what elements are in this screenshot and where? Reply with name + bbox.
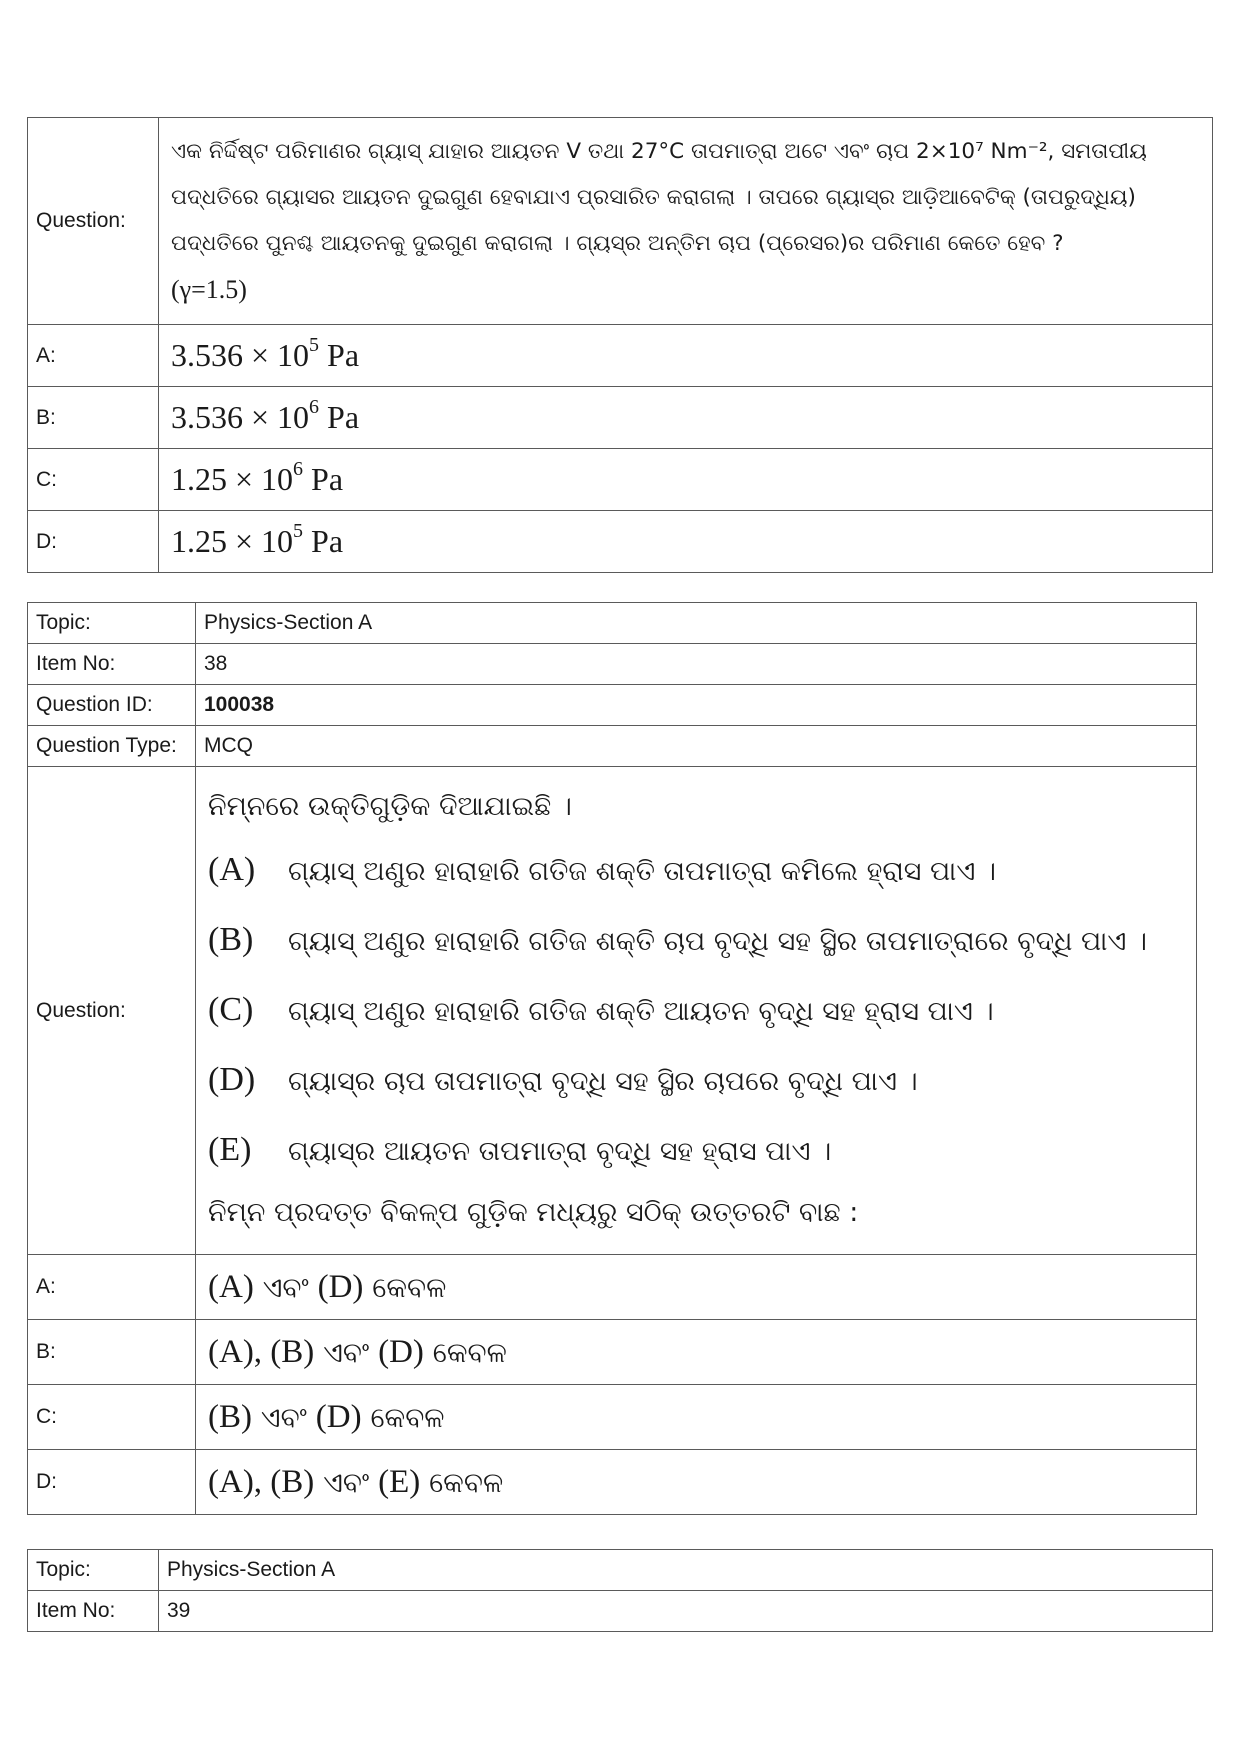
question-line: ପଦ୍ଧତିରେ ଗ୍ୟାସର ଆୟତନ ଦୁଇଗୁଣ ହେବାଯାଏ ପ୍ରସାରିତ କରାଗଲା । ତାପରେ ଗ୍ୟାସ୍ର ଆଡ଼ିଆବେଟିକ୍ (ତାପରୁଦ୍ଧିୟ) bbox=[171, 185, 1136, 210]
option-label: D: bbox=[28, 1450, 196, 1515]
gamma-value: (γ=1.5) bbox=[171, 275, 247, 304]
option-row[interactable] bbox=[28, 1320, 1197, 1385]
meta-row bbox=[28, 1591, 1213, 1632]
option-row[interactable] bbox=[28, 325, 1213, 387]
option-row[interactable] bbox=[28, 449, 1213, 511]
question-label: Question: bbox=[28, 767, 196, 1255]
question-lead: ନିମ୍ନରେ ଉକ୍ତିଗୁଡ଼ିକ ଦିଆଯାଇଛି । bbox=[208, 790, 572, 822]
item-no-value: 38 bbox=[196, 644, 1197, 685]
question-closing: ନିମ୍ନ ପ୍ରଦତ୍ତ ବିକଳ୍ପ ଗୁଡ଼ିକ ମଧ୍ୟରୁ ସଠିକ୍ ଉତ୍ତରଟି ବାଛ : bbox=[208, 1196, 859, 1228]
question-type-label: Question Type: bbox=[28, 726, 196, 767]
meta-row bbox=[28, 726, 1197, 767]
meta-row bbox=[28, 685, 1197, 726]
option-label: C: bbox=[28, 449, 159, 511]
item-no-value: 39 bbox=[159, 1591, 1213, 1632]
option-row[interactable] bbox=[28, 511, 1213, 573]
option-row[interactable] bbox=[28, 387, 1213, 449]
option-value: (A), (B) ଏବଂ (E) କେବଳ bbox=[196, 1450, 1197, 1515]
item-no-label: Item No: bbox=[28, 644, 196, 685]
question-row bbox=[28, 767, 1197, 1255]
option-value: $3.536 \times 10^6$ Pa bbox=[159, 387, 1213, 449]
topic-value: Physics-Section A bbox=[159, 1550, 1213, 1591]
question-line: ପଦ୍ଧତିରେ ପୁନଶ୍ଚ ଆୟତନକୁ ଦୁଇଗୁଣ କରାଗଲା । ଗ୍ୟସ୍ର ଅନ୍ତିମ ଚାପ (ପ୍ରେସର)ର ପରିମାଣ କେତେ ହେବ ? bbox=[171, 231, 1064, 256]
option-row[interactable] bbox=[28, 1385, 1197, 1450]
question-id-label: Question ID: bbox=[28, 685, 196, 726]
option-value: (B) ଏବଂ (D) କେବଳ bbox=[196, 1385, 1197, 1450]
statement: (E) ଗ୍ୟାସ୍ର ଆୟତନ ତାପମାତ୍ରା ବୃଦ୍ଧି ସହ ହ୍ରାସ ପାଏ । bbox=[208, 1130, 832, 1168]
option-value: (A) ଏବଂ (D) କେବଳ bbox=[196, 1255, 1197, 1320]
option-value: $1.25 \times 10^5$ Pa bbox=[159, 511, 1213, 573]
statement: (B) ଗ୍ୟାସ୍ ଅଣୁର ହାରାହାରି ଗତିଜ ଶକ୍ତି ଚାପ ବୃଦ୍ଧି ସହ ସ୍ଥିର ତାପମାତ୍ରାରେ ବୃଦ୍ଧି ପାଏ । bbox=[208, 920, 1148, 958]
question-block-39 bbox=[27, 1549, 1213, 1632]
statement: (A) ଗ୍ୟାସ୍ ଅଣୁର ହାରାହାରି ଗତିଜ ଶକ୍ତି ତାପମାତ୍ରା କମିଲେ ହ୍ରାସ ପାଏ । bbox=[208, 850, 997, 888]
topic-value: Physics-Section A bbox=[196, 603, 1197, 644]
question-block-38 bbox=[27, 602, 1197, 1515]
question-row bbox=[28, 118, 1213, 325]
meta-row bbox=[28, 644, 1197, 685]
statement: (D) ଗ୍ୟାସ୍ର ଚାପ ତାପମାତ୍ରା ବୃଦ୍ଧି ସହ ସ୍ଥିର ଚାପରେ ବୃଦ୍ଧି ପାଏ । bbox=[208, 1060, 918, 1098]
option-label: A: bbox=[28, 325, 159, 387]
statement: (C) ଗ୍ୟାସ୍ ଅଣୁର ହାରାହାରି ଗତିଜ ଶକ୍ତି ଆୟତନ ବୃଦ୍ଧି ସହ ହ୍ରାସ ପାଏ । bbox=[208, 990, 994, 1028]
item-no-label: Item No: bbox=[28, 1591, 159, 1632]
meta-row bbox=[28, 1550, 1213, 1591]
option-value: $1.25 \times 10^6$ Pa bbox=[159, 449, 1213, 511]
question-block-37 bbox=[27, 117, 1213, 573]
option-label: C: bbox=[28, 1385, 196, 1450]
option-label: A: bbox=[28, 1255, 196, 1320]
option-value: (A), (B) ଏବଂ (D) କେବଳ bbox=[196, 1320, 1197, 1385]
topic-label: Topic: bbox=[28, 603, 196, 644]
option-value: $3.536 \times 10^5$ Pa bbox=[159, 325, 1213, 387]
question-line: ଏକ ନିର୍ଦ୍ଦିଷ୍ଟ ପରିମାଣର ଗ୍ୟାସ୍ ଯାହାର ଆୟତନ V ତଥା 27°C ତାପମାତ୍ରା ଅଟେ ଏବଂ ଚାପ 2×10⁷ Nm⁻², ସମତାପୀୟ bbox=[171, 139, 1147, 164]
question-text bbox=[159, 118, 1213, 325]
question-id-value: 100038 bbox=[196, 685, 1197, 726]
question-text bbox=[196, 767, 1197, 1255]
option-row[interactable] bbox=[28, 1255, 1197, 1320]
option-row[interactable] bbox=[28, 1450, 1197, 1515]
meta-row bbox=[28, 603, 1197, 644]
question-type-value: MCQ bbox=[196, 726, 1197, 767]
topic-label: Topic: bbox=[28, 1550, 159, 1591]
option-label: B: bbox=[28, 1320, 196, 1385]
option-label: D: bbox=[28, 511, 159, 573]
option-label: B: bbox=[28, 387, 159, 449]
question-label: Question: bbox=[28, 118, 159, 325]
